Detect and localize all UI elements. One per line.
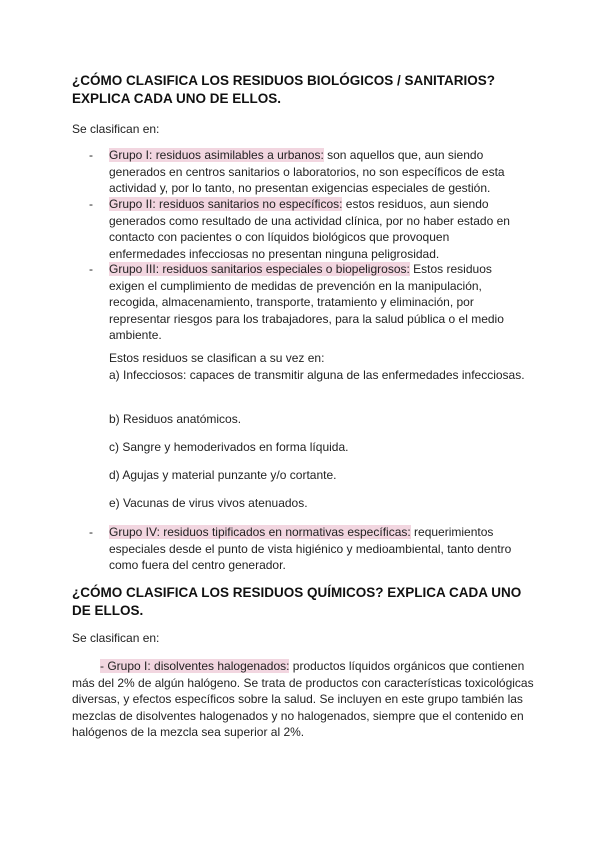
- section1-heading: ¿CÓMO CLASIFICA LOS RESIDUOS BIOLÓGICOS / SANITARIOS? EXPLICA CADA UNO DE ELLOS.: [72, 73, 496, 106]
- bullet-marker: -: [89, 262, 93, 276]
- item-text: productos líquidos orgánicos que contienen más del 2% de algún halógeno. Se trata de productos con características toxicológicas diversas, y efectos específicos sobre la salud. Se incluyen en este grupo también las mezclas de disolventes halogenados y no halogenados, siempre que el contenido en halógenos de la mezcla sea superior al 2%.: [72, 659, 534, 739]
- sub-item-c: c) Sangre y hemoderivados en forma líquida.: [109, 440, 349, 454]
- sub-intro: Estos residuos se clasifican a su vez en:: [109, 351, 325, 365]
- section2-heading: ¿CÓMO CLASIFICA LOS RESIDUOS QUÍMICOS? EXPLICA CADA UNO DE ELLOS.: [72, 585, 522, 618]
- sub-item-d: d) Agujas y material punzante y/o cortante.: [109, 468, 337, 482]
- item-text: estos residuos, aun siendo generados como resultado de una actividad clínica, por no haber estado en contacto con pacientes o con líquidos biológicos que provoquen enfermedades infecciosas no presentan ninguna peligrosidad.: [109, 197, 510, 261]
- bullet-marker: -: [89, 148, 93, 162]
- item-label-highlight: Grupo III: residuos sanitarios especiales o biopeligrosos:: [109, 262, 410, 276]
- list-item-grupo-3: [109, 261, 529, 344]
- sub-item-a: a) Infecciosos: capaces de transmitir alguna de las enfermedades infecciosas.: [109, 368, 525, 382]
- section1-intro: Se clasifican en:: [72, 122, 160, 136]
- section2-intro: Se clasifican en:: [72, 631, 160, 645]
- item-text: Estos residuos exigen el cumplimiento de medidas de prevención en la manipulación, recogida, almacenamiento, transporte, tratamiento y eliminación, por representar riesgos para los trabajadores, para la salud pública o el medio ambiente.: [109, 262, 504, 342]
- item-text: requerimientos especiales desde el punto de vista higiénico y medioambiental, tanto dentro como fuera del centro generador.: [109, 525, 512, 572]
- chem-item-grupo-1: [72, 658, 542, 741]
- list-item-grupo-4: [109, 524, 529, 574]
- list-item-grupo-1: [109, 147, 529, 197]
- item-text: son aquellos que, aun siendo generados en centros sanitarios o laboratorios, no son específicos de esta actividad y, por lo tanto, no presentan exigencias especiales de gestión.: [109, 148, 505, 195]
- item-label-highlight: - Grupo I: disolventes halogenados:: [100, 659, 290, 673]
- bullet-marker: -: [89, 525, 93, 539]
- item-label-highlight: Grupo IV: residuos tipificados en normativas específicas:: [109, 525, 411, 539]
- bullet-marker: -: [89, 197, 93, 211]
- sub-item-b: b) Residuos anatómicos.: [109, 412, 242, 426]
- list-item-grupo-2: [109, 196, 529, 262]
- item-label-highlight: Grupo I: residuos asimilables a urbanos:: [109, 148, 324, 162]
- item-label-highlight: Grupo II: residuos sanitarios no específicos:: [109, 197, 343, 211]
- sub-item-e: e) Vacunas de virus vivos atenuados.: [109, 496, 308, 510]
